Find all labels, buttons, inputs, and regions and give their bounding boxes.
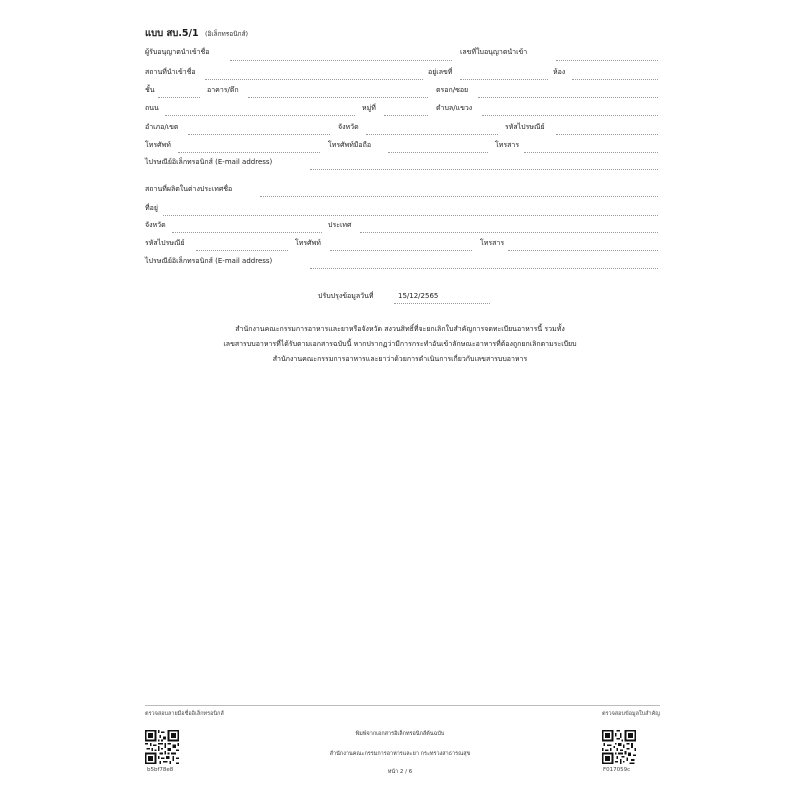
mfr-province-label: จังหวัด bbox=[145, 221, 166, 229]
left-qr-code-text: b5bf78e8 bbox=[147, 767, 174, 773]
building-label: อาคาร/ตึก bbox=[207, 86, 239, 94]
phone-label: โทรศัพท์ bbox=[145, 141, 171, 149]
place-label: สถานที่นำเข้าชื่อ bbox=[145, 68, 196, 76]
postcode-field bbox=[556, 134, 658, 135]
floor-field bbox=[158, 97, 200, 98]
district-label: อำเภอ/เขต bbox=[145, 123, 179, 131]
address-no-field bbox=[460, 79, 548, 80]
mfr-country-label: ประเทศ bbox=[328, 221, 352, 229]
mfr-fax-field bbox=[508, 250, 658, 251]
signature-qr-code[interactable] bbox=[145, 730, 179, 764]
fax-field bbox=[524, 152, 658, 153]
building-field bbox=[248, 97, 428, 98]
right-qr-code-text: F017059c bbox=[603, 767, 631, 773]
notice-line-1: สำนักงานคณะกรรมการอาหารและยาหรือจังหวัด สงวนสิทธิ์ที่จะยกเลิกใบสำคัญการจดทะเบียนอาหารนี้ รวมทั้ง bbox=[235, 325, 565, 333]
email-label: ไปรษณีย์อิเล็กทรอนิกส์ (E-mail address) bbox=[145, 158, 273, 166]
mobile-field bbox=[388, 152, 488, 153]
notice-line-2: เลขสารบบอาหารที่ได้รับตามเอกสารฉบับนี้ หากปรากฏว่ามีการกระทำอันเข้าลักษณะอาหารที่ต้องถูกยกเลิกตามระเบียบ bbox=[223, 340, 577, 348]
form-title bbox=[145, 26, 248, 41]
footer-page: หน้า 2 / 6 bbox=[387, 769, 413, 775]
moo-label: หมู่ที่ bbox=[362, 104, 376, 112]
mfr-postcode-field bbox=[196, 250, 288, 251]
floor-label: ชั้น bbox=[145, 86, 155, 94]
footer-agency: สำนักงานคณะกรรมการอาหารและยา กระทรวงสาธารณสุข bbox=[329, 751, 471, 757]
update-label: ปรับปรุงข้อมูลวันที่ bbox=[318, 292, 374, 300]
province-field bbox=[366, 134, 498, 135]
notice-paragraph bbox=[130, 322, 670, 367]
mfr-province-field bbox=[172, 232, 322, 233]
footer-left-label: ตรวจสอบลายมือชื่ออิเล็กทรอนิกส์ bbox=[145, 711, 224, 717]
footer-divider bbox=[145, 705, 660, 706]
footer-right-label: ตรวจสอบข้อมูลใบสำคัญ bbox=[601, 711, 660, 717]
form-subtitle: (อิเล็กทรอนิกส์) bbox=[204, 30, 249, 38]
room-label: ห้อง bbox=[553, 68, 566, 76]
mfr-country-field bbox=[360, 232, 658, 233]
mfr-email-label: ไปรษณีย์อิเล็กทรอนิกส์ (E-mail address) bbox=[145, 257, 273, 265]
room-field bbox=[572, 79, 658, 80]
mfr-phone-label: โทรศัพท์ bbox=[295, 239, 321, 247]
road-field bbox=[165, 115, 355, 116]
place-field bbox=[205, 79, 423, 80]
email-field bbox=[310, 169, 658, 170]
certificate-qr-code[interactable] bbox=[602, 730, 636, 764]
license-field bbox=[556, 60, 658, 61]
mfr-postcode-label: รหัสไปรษณีย์ bbox=[145, 239, 185, 247]
mfr-address-label: ที่อยู่ bbox=[145, 204, 158, 212]
notice-line-3: สำนักงานคณะกรรมการอาหารและยาว่าด้วยการดำเนินการเกี่ยวกับเลขสารบบอาหาร bbox=[272, 355, 528, 363]
update-date-line bbox=[394, 303, 490, 304]
phone-field bbox=[178, 152, 320, 153]
alley-field bbox=[478, 97, 658, 98]
importer-name-field bbox=[230, 60, 452, 61]
mfr-address-field bbox=[163, 215, 658, 216]
moo-field bbox=[384, 115, 428, 116]
postcode-label: รหัสไปรษณีย์ bbox=[505, 123, 545, 131]
mfr-phone-field bbox=[330, 250, 472, 251]
subdistrict-label: ตำบล/แขวง bbox=[436, 104, 473, 112]
mfr-email-field bbox=[310, 268, 658, 269]
alley-label: ตรอก/ซอย bbox=[436, 86, 469, 94]
subdistrict-field bbox=[482, 115, 658, 116]
mfr-place-label: สถานที่ผลิตในต่างประเทศชื่อ bbox=[145, 185, 233, 193]
form-title-text: แบบ สบ.5/1 bbox=[145, 28, 199, 39]
mfr-fax-label: โทรสาร bbox=[480, 239, 505, 247]
fax-label: โทรสาร bbox=[495, 141, 520, 149]
road-label: ถนน bbox=[145, 104, 159, 112]
importer-name-label: ผู้รับอนุญาตนำเข้าชื่อ bbox=[145, 48, 210, 56]
address-no-label: อยู่เลขที่ bbox=[428, 68, 453, 76]
license-label: เลขที่ใบอนุญาตนำเข้า bbox=[460, 48, 528, 56]
mfr-place-field bbox=[260, 196, 658, 197]
district-field bbox=[188, 134, 330, 135]
province-label: จังหวัด bbox=[338, 123, 359, 131]
footer-printed-from: พิมพ์จากเอกสารอิเล็กทรอนิกส์ต้นฉบับ bbox=[355, 731, 445, 737]
mobile-label: โทรศัพท์มือถือ bbox=[328, 141, 372, 149]
update-date: 15/12/2565 bbox=[398, 292, 439, 300]
